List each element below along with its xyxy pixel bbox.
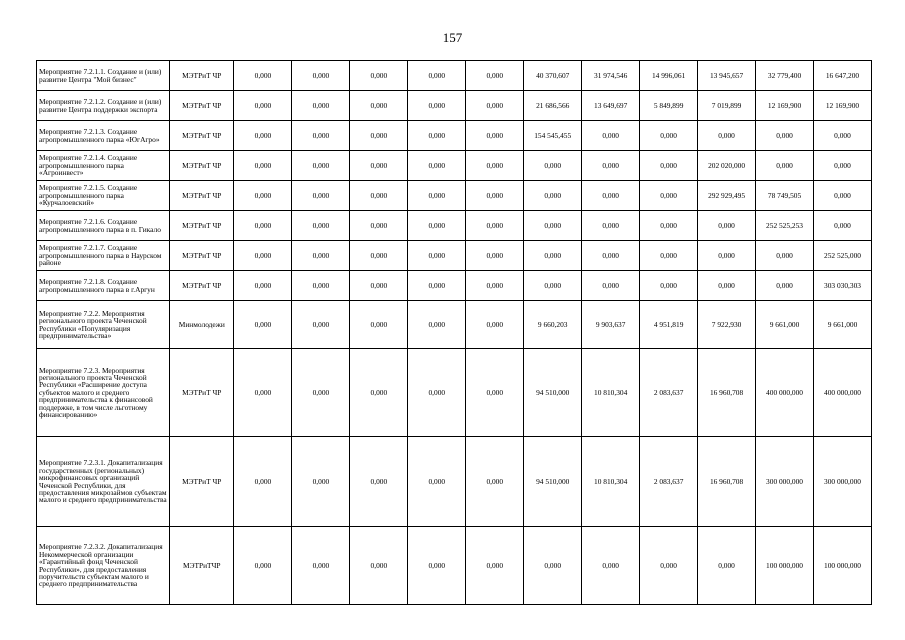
activity-name-cell: Мероприятие 7.2.1.2. Создание и (или) развитие Центра поддержки экспорта (37, 91, 170, 121)
executor-cell: Минмолодежи (170, 301, 234, 349)
value-cell: 100 000,000 (756, 527, 814, 605)
value-cell: 0,000 (698, 271, 756, 301)
value-cell: 0,000 (582, 181, 640, 211)
table-row (37, 437, 872, 527)
value-cell: 0,000 (234, 301, 292, 349)
value-cell: 0,000 (234, 527, 292, 605)
value-cell: 0,000 (698, 527, 756, 605)
value-cell: 78 749,505 (756, 181, 814, 211)
activity-name-cell: Мероприятие 7.2.3.2. Докапитализация Некоммерческой организации «Гарантийный фонд Чеченской Республики», для предоставления поручительств субъектам малого и среднего предпринимательства (37, 527, 170, 605)
value-cell: 0,000 (582, 151, 640, 181)
table-row (37, 301, 872, 349)
value-cell: 0,000 (292, 271, 350, 301)
executor-cell: МЭТРиТ ЧР (170, 241, 234, 271)
executor-cell: МЭТРиТ ЧР (170, 151, 234, 181)
value-cell: 292 929,495 (698, 181, 756, 211)
value-cell: 0,000 (408, 61, 466, 91)
table-row (37, 181, 872, 211)
value-cell: 0,000 (292, 91, 350, 121)
value-cell: 0,000 (234, 271, 292, 301)
value-cell: 9 661,000 (756, 301, 814, 349)
value-cell: 0,000 (234, 211, 292, 241)
table-row (37, 91, 872, 121)
value-cell: 4 951,819 (640, 301, 698, 349)
value-cell: 0,000 (292, 241, 350, 271)
value-cell: 0,000 (640, 527, 698, 605)
value-cell: 0,000 (350, 437, 408, 527)
value-cell: 0,000 (698, 121, 756, 151)
value-cell: 0,000 (756, 271, 814, 301)
value-cell: 0,000 (292, 301, 350, 349)
value-cell: 154 545,455 (524, 121, 582, 151)
value-cell: 5 849,899 (640, 91, 698, 121)
value-cell: 0,000 (350, 301, 408, 349)
value-cell: 94 510,000 (524, 437, 582, 527)
executor-cell: МЭТРиТ ЧР (170, 211, 234, 241)
executor-cell: МЭТРиТ ЧР (170, 271, 234, 301)
value-cell: 0,000 (640, 241, 698, 271)
executor-cell: МЭТРиТЧР (170, 527, 234, 605)
value-cell: 0,000 (234, 437, 292, 527)
value-cell: 0,000 (234, 241, 292, 271)
value-cell: 13 649,697 (582, 91, 640, 121)
value-cell: 0,000 (466, 61, 524, 91)
value-cell: 16 960,708 (698, 349, 756, 437)
value-cell: 0,000 (524, 151, 582, 181)
value-cell: 9 661,000 (814, 301, 872, 349)
value-cell: 0,000 (408, 151, 466, 181)
value-cell: 21 686,566 (524, 91, 582, 121)
value-cell: 0,000 (350, 241, 408, 271)
page-number: 157 (442, 30, 463, 45)
value-cell: 16 647,200 (814, 61, 872, 91)
activity-name-cell: Мероприятие 7.2.1.8. Создание агропромышленного парка в г.Аргун (37, 271, 170, 301)
table-row (37, 527, 872, 605)
value-cell: 400 000,000 (814, 349, 872, 437)
activity-name-cell: Мероприятие 7.2.1.5. Создание агропромышленного парка «Курчалоевский» (37, 181, 170, 211)
value-cell: 0,000 (408, 527, 466, 605)
value-cell: 0,000 (408, 271, 466, 301)
value-cell: 0,000 (234, 181, 292, 211)
value-cell: 0,000 (582, 527, 640, 605)
value-cell: 0,000 (350, 61, 408, 91)
value-cell: 0,000 (350, 527, 408, 605)
value-cell: 0,000 (350, 91, 408, 121)
activity-name-cell: Мероприятие 7.2.1.1. Создание и (или) развитие Центра "Мой бизнес" (37, 61, 170, 91)
value-cell: 300 000,000 (756, 437, 814, 527)
value-cell: 0,000 (466, 151, 524, 181)
program-activities-table (36, 60, 872, 605)
value-cell: 0,000 (350, 211, 408, 241)
value-cell: 0,000 (524, 181, 582, 211)
value-cell: 100 000,000 (814, 527, 872, 605)
value-cell: 303 030,303 (814, 271, 872, 301)
activity-name-cell: Мероприятие 7.2.3.1. Докапитализация государственных (региональных) микрофинансовых организаций Чеченской Республики, для предоставления микрозаймов субъектам малого и среднего предпринимательства (37, 437, 170, 527)
table-row (37, 349, 872, 437)
value-cell: 10 810,304 (582, 349, 640, 437)
value-cell: 300 000,000 (814, 437, 872, 527)
value-cell: 9 660,203 (524, 301, 582, 349)
executor-cell: МЭТРиТ ЧР (170, 349, 234, 437)
value-cell: 0,000 (466, 437, 524, 527)
executor-cell: МЭТРиТ ЧР (170, 91, 234, 121)
value-cell: 0,000 (292, 211, 350, 241)
value-cell: 0,000 (350, 181, 408, 211)
value-cell: 0,000 (756, 151, 814, 181)
value-cell: 0,000 (466, 301, 524, 349)
value-cell: 0,000 (466, 211, 524, 241)
value-cell: 0,000 (640, 121, 698, 151)
value-cell: 0,000 (292, 181, 350, 211)
activity-name-cell: Мероприятие 7.2.2. Мероприятия регионального проекта Чеченской Республики «Популяризация предпринимательства» (37, 301, 170, 349)
value-cell: 0,000 (466, 121, 524, 151)
value-cell: 252 525,000 (814, 241, 872, 271)
value-cell: 0,000 (582, 271, 640, 301)
value-cell: 0,000 (408, 301, 466, 349)
value-cell: 31 974,546 (582, 61, 640, 91)
value-cell: 94 510,000 (524, 349, 582, 437)
value-cell: 0,000 (698, 211, 756, 241)
value-cell: 0,000 (640, 151, 698, 181)
executor-cell: МЭТРиТ ЧР (170, 437, 234, 527)
value-cell: 7 922,930 (698, 301, 756, 349)
value-cell: 252 525,253 (756, 211, 814, 241)
activity-name-cell: Мероприятие 7.2.3. Мероприятия регионального проекта Чеченской Республики «Расширение доступа субъектов малого и среднего предпринимательства к финансовой поддержке, в том числе льготному финансированию» (37, 349, 170, 437)
activity-name-cell: Мероприятие 7.2.1.7. Создание агропромышленного парка в Наурском районе (37, 241, 170, 271)
value-cell: 0,000 (466, 181, 524, 211)
value-cell: 0,000 (408, 121, 466, 151)
value-cell: 12 169,900 (756, 91, 814, 121)
value-cell: 0,000 (524, 271, 582, 301)
value-cell: 0,000 (698, 241, 756, 271)
value-cell: 9 903,637 (582, 301, 640, 349)
value-cell: 0,000 (582, 241, 640, 271)
table-row (37, 271, 872, 301)
executor-cell: МЭТРиТ ЧР (170, 121, 234, 151)
value-cell: 2 083,637 (640, 349, 698, 437)
value-cell: 0,000 (466, 241, 524, 271)
table-row (37, 211, 872, 241)
value-cell: 0,000 (814, 211, 872, 241)
value-cell: 0,000 (350, 121, 408, 151)
value-cell: 0,000 (582, 121, 640, 151)
value-cell: 0,000 (234, 61, 292, 91)
table-row (37, 151, 872, 181)
value-cell: 0,000 (466, 91, 524, 121)
value-cell: 0,000 (292, 527, 350, 605)
value-cell: 2 083,637 (640, 437, 698, 527)
value-cell: 0,000 (582, 211, 640, 241)
value-cell: 0,000 (292, 151, 350, 181)
value-cell: 12 169,900 (814, 91, 872, 121)
value-cell: 0,000 (408, 91, 466, 121)
value-cell: 40 370,607 (524, 61, 582, 91)
value-cell: 0,000 (408, 211, 466, 241)
value-cell: 0,000 (408, 437, 466, 527)
table-row (37, 241, 872, 271)
table-row (37, 61, 872, 91)
value-cell: 0,000 (408, 181, 466, 211)
value-cell: 0,000 (524, 211, 582, 241)
value-cell: 7 019,899 (698, 91, 756, 121)
value-cell: 0,000 (350, 271, 408, 301)
activity-name-cell: Мероприятие 7.2.1.6. Создание агропромышленного парка в п. Гикало (37, 211, 170, 241)
value-cell: 0,000 (350, 151, 408, 181)
value-cell: 0,000 (756, 241, 814, 271)
value-cell: 0,000 (640, 181, 698, 211)
executor-cell: МЭТРиТ ЧР (170, 181, 234, 211)
value-cell: 0,000 (234, 349, 292, 437)
value-cell: 400 000,000 (756, 349, 814, 437)
value-cell: 0,000 (466, 527, 524, 605)
value-cell: 0,000 (814, 121, 872, 151)
value-cell: 0,000 (814, 181, 872, 211)
value-cell: 13 945,657 (698, 61, 756, 91)
value-cell: 0,000 (234, 91, 292, 121)
value-cell: 0,000 (814, 151, 872, 181)
executor-cell: МЭТРиТ ЧР (170, 61, 234, 91)
value-cell: 0,000 (292, 121, 350, 151)
value-cell: 0,000 (524, 527, 582, 605)
value-cell: 0,000 (756, 121, 814, 151)
value-cell: 0,000 (466, 349, 524, 437)
value-cell: 0,000 (466, 271, 524, 301)
value-cell: 32 779,400 (756, 61, 814, 91)
value-cell: 0,000 (234, 121, 292, 151)
table-row (37, 121, 872, 151)
value-cell: 10 810,304 (582, 437, 640, 527)
value-cell: 0,000 (524, 241, 582, 271)
value-cell: 0,000 (408, 241, 466, 271)
value-cell: 0,000 (292, 349, 350, 437)
value-cell: 0,000 (640, 211, 698, 241)
value-cell: 0,000 (640, 271, 698, 301)
value-cell: 202 020,000 (698, 151, 756, 181)
value-cell: 0,000 (292, 437, 350, 527)
activity-name-cell: Мероприятие 7.2.1.4. Создание агропромышленного парка «Агроинвест» (37, 151, 170, 181)
value-cell: 0,000 (408, 349, 466, 437)
value-cell: 14 996,061 (640, 61, 698, 91)
value-cell: 0,000 (234, 151, 292, 181)
activity-name-cell: Мероприятие 7.2.1.3. Создание агропромышленного парка «ЮгАгро» (37, 121, 170, 151)
value-cell: 0,000 (292, 61, 350, 91)
value-cell: 16 960,708 (698, 437, 756, 527)
value-cell: 0,000 (350, 349, 408, 437)
